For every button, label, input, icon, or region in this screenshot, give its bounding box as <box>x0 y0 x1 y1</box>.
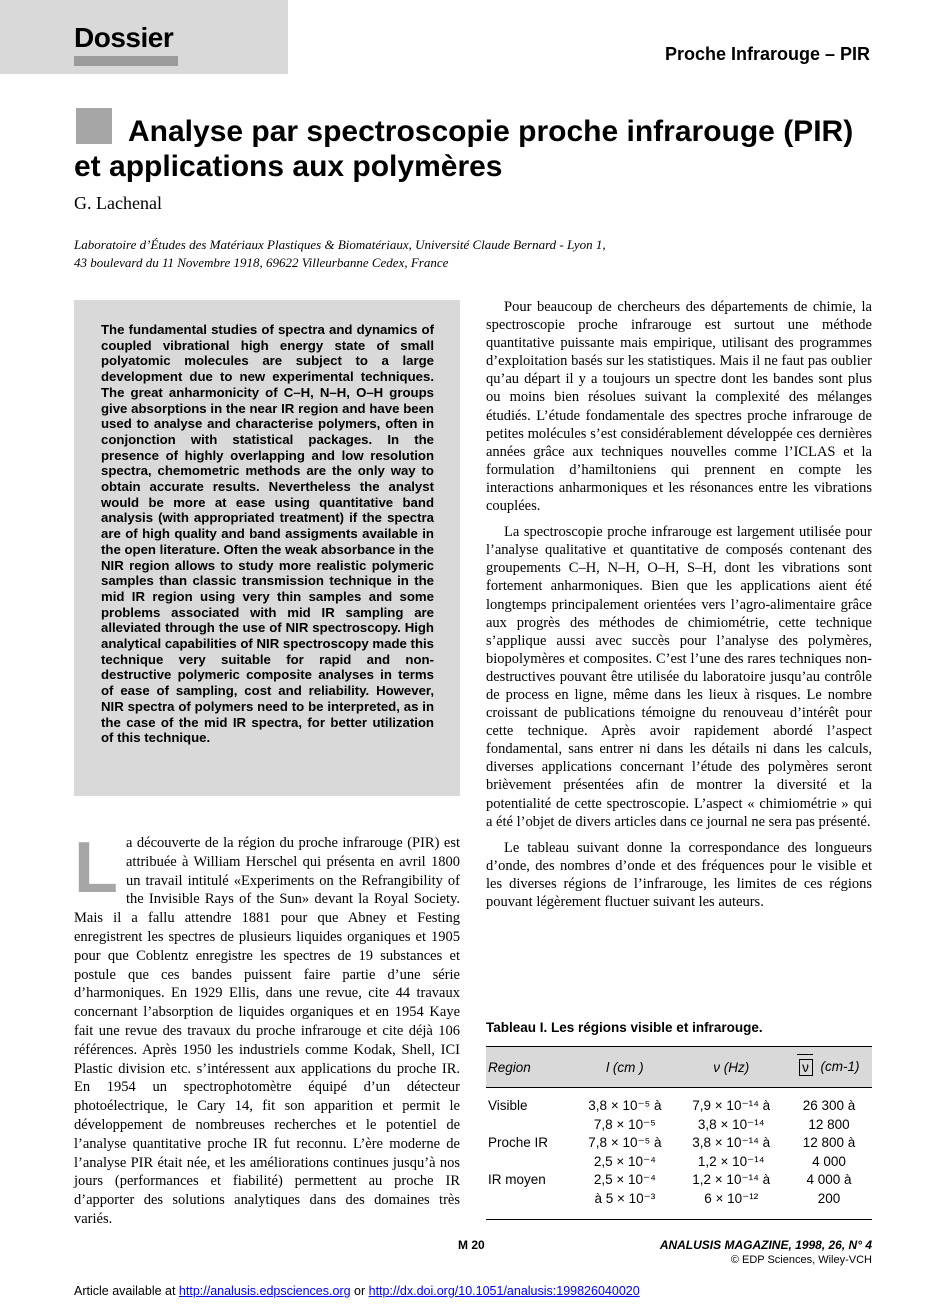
section-label-dossier: Dossier <box>74 22 174 53</box>
wavenumber-unit: (cm-1) <box>820 1058 860 1074</box>
wavenumber-symbol: ν <box>799 1059 813 1076</box>
header-frequency: ν (Hz) <box>676 1047 786 1088</box>
cell-wn: 26 300 à <box>802 1098 856 1113</box>
cell-nu: 1,2 × 10⁻¹⁴ <box>697 1153 765 1169</box>
availability-or: or <box>350 1284 369 1298</box>
cell-lambda: 7,8 × 10⁻⁵ <box>593 1116 656 1132</box>
cell-wn: 12 800 à <box>802 1135 856 1151</box>
header-wavenumber <box>786 1047 872 1088</box>
table-header-row <box>486 1047 872 1088</box>
affiliation-line-1: Laboratoire d’Études des Matériaux Plastiques & Biomatériaux, Université Claude Bernard - Lyon 1, <box>74 237 606 252</box>
paragraph-1: Pour beaucoup de chercheurs des départements de chimie, la spectroscopie proche infrarouge est surtout une méthode quantitative puissante mais empirique, utilisant des programmes d’exploitation basés sur les statistiques. Mais il ne faut pas oublier qu’au départ il y a toujours un spectre dont les bandes sont plus ou moins bien résolues suivant la complexité des mélanges étudiés. L’étude fondamentale des spectres proche infrarouge de petites molécules s’est considérablement développée ces dernières années grâce aux techniques nouvelles comme l’ICLAS et la formulation d’hamiltoniens qui prennent en compte les interactions anharmoniques et les résonances entre les vibrations couplées. <box>486 299 872 515</box>
cell-lambda: 7,8 × 10⁻⁵ à <box>588 1135 662 1151</box>
intro-paragraph <box>74 828 460 1229</box>
page-number: M 20 <box>458 1238 485 1252</box>
cell-lambda: à 5 × 10⁻³ <box>573 1191 676 1219</box>
header-wavelength: l (cm ) <box>573 1047 676 1088</box>
abstract-text: The fundamental studies of spectra and dynamics of coupled vibrational high energy state of small polyatomic molecules are subject to a large development due to new experimental techniques. The great anharmonicity of C–H, N–H, O–H groups give absorptions in the near IR region and have been used to analyse and characterise polymers, often in conjonction with statistical packages. In the presence of highly overlapping and low resolution spectra, chemometric methods are the only way to obtain accurate results. Nevertheless the analyst would be more at ease using quantitative band analysis (with appropriated treatment) if the spectra are of high quality and band assigments available in the open literature. Often the weak absorbance in the NIR region allows to study more realistic polymeric samples than classic transmission technique in the mid IR region using very thin samples and some problems associated with mid IR sampling are alleviated through the use of NIR spectroscopy. High analytical capabilities of NIR spectroscopy made this technique very suitable for rapid and non-destructive polymeric composite analyses in terms of ease of sampling, cost and reliability. However, NIR spectra of polymers need to be interpreted, as in the case of the mid IR spectra, for better utilization of this technique. <box>101 322 434 746</box>
table-row <box>486 1154 872 1173</box>
cell-nu: 3,8 × 10⁻¹⁴ <box>697 1116 765 1132</box>
cell-wn: 4 000 à <box>806 1172 852 1188</box>
body-left-column <box>74 828 460 1229</box>
article-title: Analyse par spectroscopie proche infrarouge (PIR) et applications aux polymères <box>74 115 854 183</box>
copyright: © EDP Sciences, Wiley-VCH <box>730 1254 872 1266</box>
cell-nu: 6 × 10⁻¹² <box>676 1191 786 1219</box>
regions-table-wrapper <box>486 1046 872 1220</box>
cell-lambda: 3,8 × 10⁻⁵ à <box>588 1098 662 1113</box>
intro-text: a découverte de la région du proche infrarouge (PIR) est attribuée à William Herschel qui présenta en avril 1800 un travail intitulé «Experiments on the Refrangibility of the Invisible Rays of the Sun» devant la Royal Society. Mais il a fallu attendre 1881 pour que Abney et Festing enregistrent les spectres de plusieurs liquides organiques et 1905 pour que Coblentz enregistre les spectres de 19 substances et postule que ces bandes puissent faire partie d’une série d’harmoniques. En 1929 Ellis, dans une revue, cite 44 travaux concernant l’absorption de liquides organiques et en 1954 Kaye fait une revue des travaux du proche infrarouge et cite déjà 106 références. Après 1950 les industriels comme Kodak, Shell, ICI Plastic division etc. s’intéressent aux applications du proche IR. En 1954 un spectrophotomètre équipé d’un détecteur photoélectrique, le Cary 14, fit son apparition et permit le développement de nombreuses recherches et le potentiel de l’analyse quantitative proche IR fut reconnu. L’ère moderne de l’analyse PIR était née, et les améliorations continues jusqu’à nos jours (performances et fiabilité) permettent au proche IR d’apporter des solutions analytiques dans des domaines très variés. <box>74 835 460 1227</box>
table-row <box>486 1088 872 1117</box>
cell-lambda: 2,5 × 10⁻⁴ <box>593 1172 656 1188</box>
drop-cap: L <box>74 828 118 908</box>
cell-nu: 3,8 × 10⁻¹⁴ à <box>692 1135 771 1151</box>
regions-table <box>486 1046 872 1220</box>
cell-wn: 12 800 <box>808 1116 850 1132</box>
cell-wn: 4 000 <box>812 1153 846 1169</box>
table-caption: Tableau I. Les régions visible et infrarouge. <box>486 1020 763 1035</box>
table-row <box>486 1172 872 1191</box>
table-row <box>486 1135 872 1154</box>
cell-region: Proche IR <box>488 1135 549 1151</box>
cell-region: IR moyen <box>488 1172 546 1188</box>
header-region: Region <box>486 1047 573 1088</box>
journal-site-link[interactable]: http://analusis.edpsciences.org <box>178 1284 351 1298</box>
cell-nu: 1,2 × 10⁻¹⁴ à <box>692 1172 771 1188</box>
cell-lambda: 2,5 × 10⁻⁴ <box>593 1153 656 1169</box>
table-row <box>486 1191 872 1219</box>
table-row <box>486 1117 872 1136</box>
cell-wn: 200 <box>786 1191 872 1219</box>
paragraph-3: Le tableau suivant donne la correspondance des longueurs d’onde, des nombres d’onde et des fréquences pour le visible et les diverses régions de l’infrarouge, les limites de ces régions pouvant légèrement fluctuer suivant les auteurs. <box>486 839 872 910</box>
author-name: G. Lachenal <box>74 193 162 213</box>
availability-prefix: Article available at <box>74 1284 179 1298</box>
availability-line <box>74 1284 640 1298</box>
doi-link[interactable]: http://dx.doi.org/10.1051/analusis:199826040020 <box>368 1284 640 1298</box>
affiliation-line-2: 43 boulevard du 11 Novembre 1918, 69622 Villeurbanne Cedex, France <box>74 255 449 270</box>
topic-label: Proche Infrarouge – PIR <box>664 44 870 64</box>
cell-region: Visible <box>488 1098 528 1113</box>
paragraph-2: La spectroscopie proche infrarouge est largement utilisée pour l’analyse qualitative et quantitative de composés contenant des groupements C–H, N–H, O–H, S–H, dont les vibrations sont fortement anharmoniques. Bien que les applications aient été longtemps principalement orientées vers l’agro-alimentaire grâce aux progrès des méthodes de chimiométrie, cette technique s’applique aussi avec succès pour l’analyse des polymères, biopolymères et composites. C’est l’une des rares techniques non-destructives pouvant être utilisée du laboratoire jusqu’au contrôle de process en ligne, même dans les lieux à risques. Le nombre croissant de publications témoigne du renouveau d’intérêt pour cette technique. Après avoir rapidement abordé l’aspect fondamental, sans entrer ni dans les détails ni dans les calculs, diverses applications concernant l’étude des polymères seront brièvement présentées afin de montrer la diversité et la potentialité de cette spectroscopie. L’aspect « chimiométrie » qui a été l’objet de divers articles dans ce journal ne sera pas présenté. <box>486 524 872 830</box>
cell-nu: 7,9 × 10⁻¹⁴ à <box>692 1098 771 1113</box>
dossier-underline <box>74 56 178 66</box>
journal-citation: ANALUSIS MAGAZINE, 1998, 26, N° 4 <box>659 1238 872 1252</box>
body-right-column <box>486 298 872 919</box>
affiliation <box>74 236 606 272</box>
